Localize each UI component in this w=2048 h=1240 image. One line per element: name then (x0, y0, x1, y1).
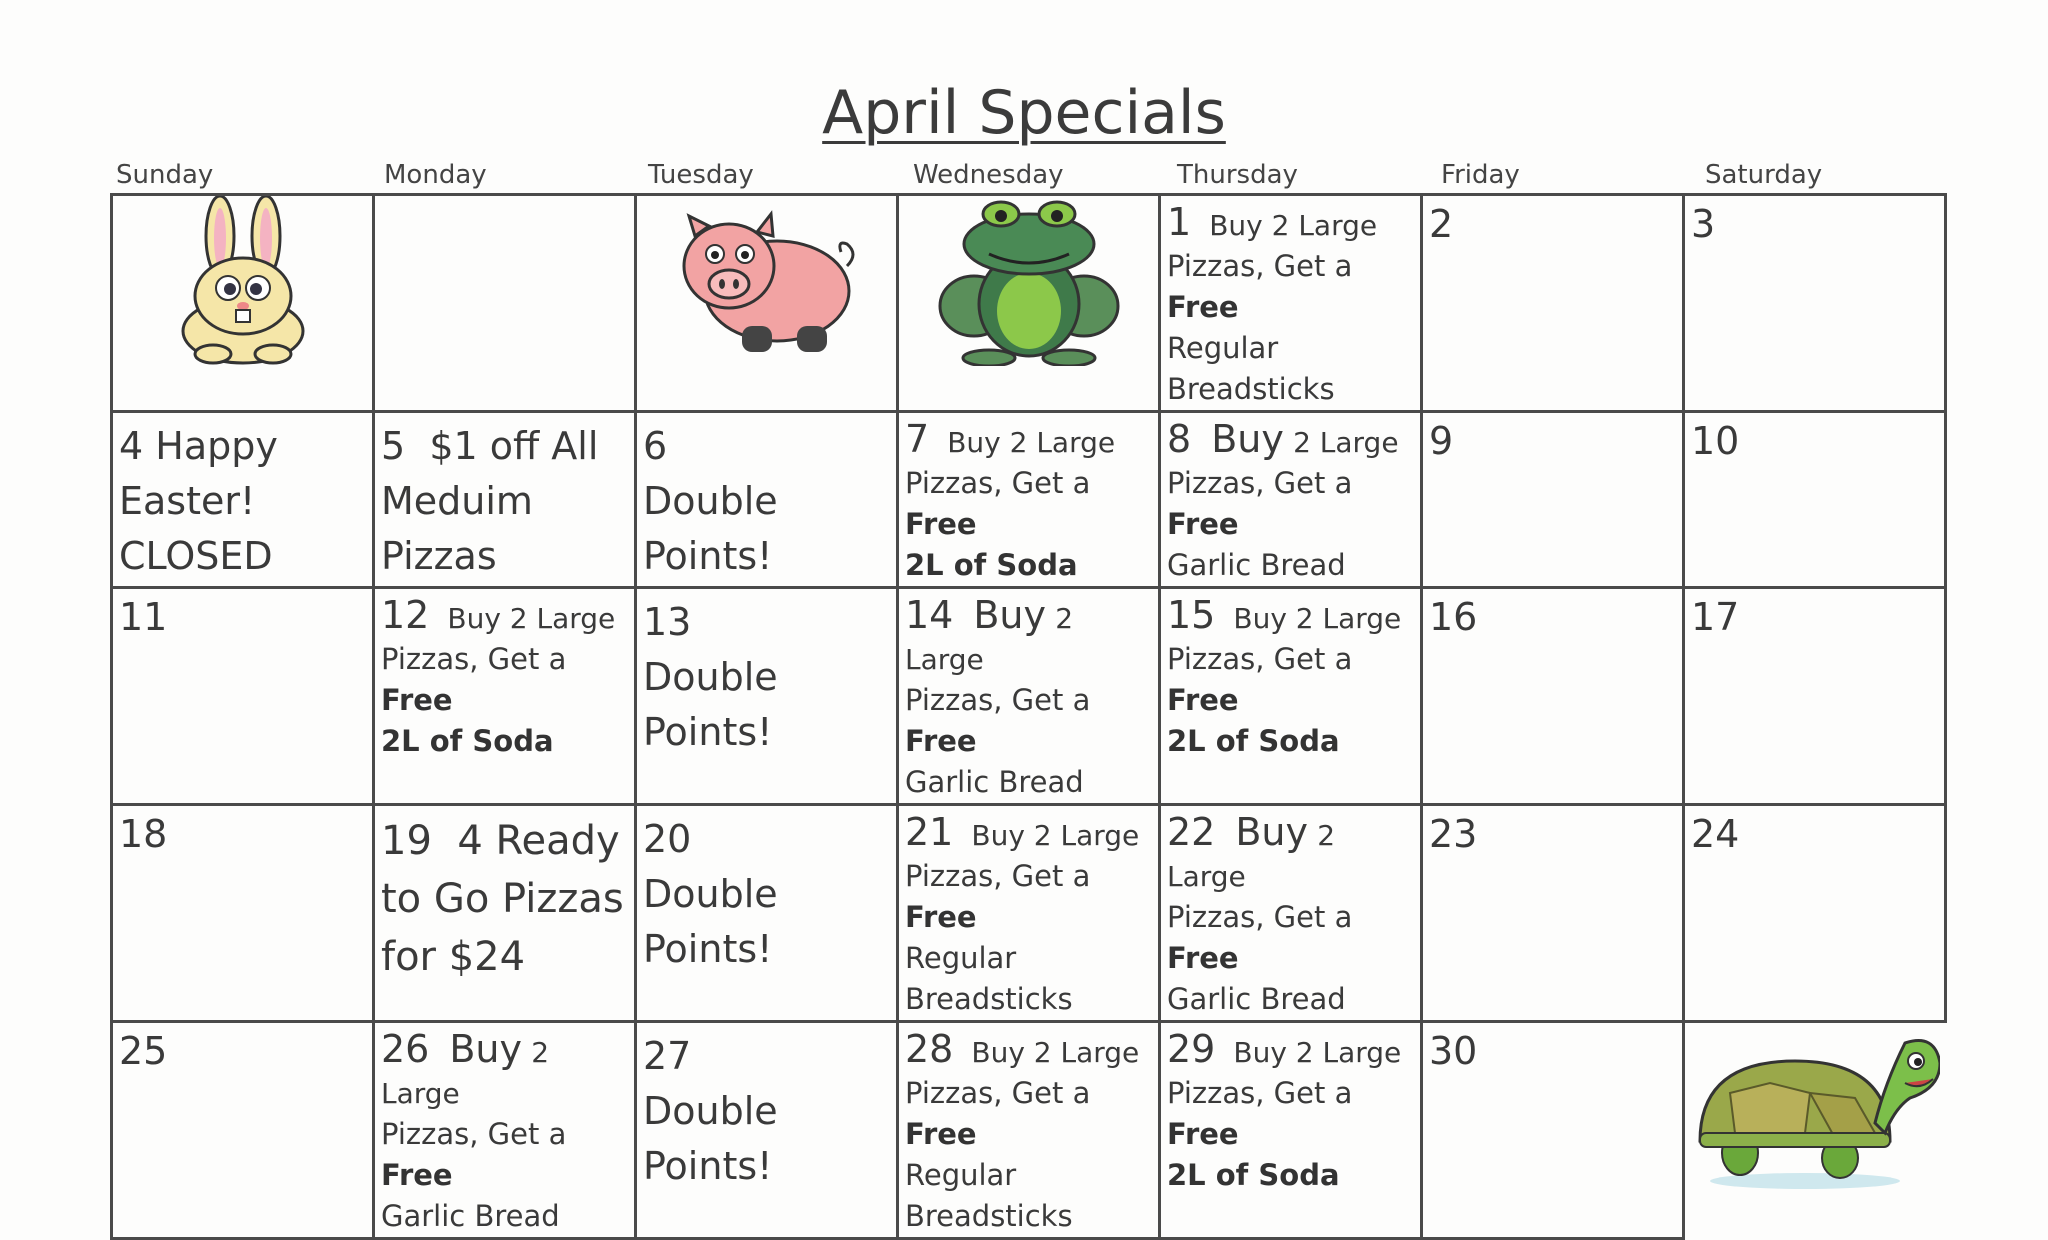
day-cell (1684, 195, 1946, 412)
day-cell (1422, 588, 1684, 805)
special-text: Double (643, 655, 778, 699)
day-number: 13 (643, 600, 692, 644)
special-text: Garlic Bread (381, 1199, 560, 1233)
day-number: 20 (643, 817, 692, 861)
special-lead: Buy (1211, 417, 1284, 461)
day-number: 2 (1429, 202, 1454, 246)
day-cell (112, 588, 374, 805)
special-text: Happy (155, 424, 278, 468)
special-free: Free (1167, 507, 1239, 541)
day-cell (636, 412, 898, 588)
special-lead: Buy (973, 593, 1047, 637)
day-cell (1684, 412, 1946, 588)
special-text: Pizzas, Get a (381, 1117, 567, 1151)
day-number: 7 (905, 417, 930, 461)
day-cell (1422, 805, 1684, 1022)
special-text: 4 Ready (457, 818, 620, 864)
weekday-sunday: Sunday (116, 160, 214, 190)
day-cell (1422, 1022, 1684, 1239)
day-number: 22 (1167, 810, 1216, 854)
week-row (112, 195, 1946, 412)
day-cell (374, 588, 636, 805)
special-text: Garlic Bread (905, 765, 1084, 799)
weekday-tuesday: Tuesday (648, 160, 754, 190)
special-lead: Buy (1235, 810, 1309, 854)
special-text: Pizzas (381, 534, 497, 578)
day-cell (112, 805, 374, 1022)
day-cell (1160, 805, 1422, 1022)
special-lead: Buy 2 Large (1209, 209, 1378, 242)
day-cell (898, 412, 1160, 588)
calendar-grid (110, 193, 1947, 1240)
special-text: Easter! (119, 479, 256, 523)
special-lead: Buy (449, 1027, 523, 1071)
special-text: Meduim (381, 479, 533, 523)
special-text: Pizzas, Get a (1167, 249, 1353, 283)
day-number: 4 (119, 424, 144, 468)
week-row (112, 412, 1946, 588)
day-number: 24 (1691, 812, 1740, 856)
special-free: Free (381, 1158, 453, 1192)
page-title: April Specials (822, 78, 1226, 148)
special-item: 2L of Soda (381, 724, 554, 758)
weekday-thursday: Thursday (1177, 160, 1298, 190)
day-cell (636, 1022, 898, 1239)
day-number: 18 (119, 812, 168, 856)
special-free: Free (1167, 941, 1239, 975)
special-item: 2L of Soda (1167, 1158, 1340, 1192)
day-number: 23 (1429, 812, 1478, 856)
special-free: Free (905, 900, 977, 934)
special-text: for $24 (381, 934, 526, 980)
special-text: Points! (643, 534, 773, 578)
cell-empty-bunny (112, 195, 374, 412)
day-number: 3 (1691, 202, 1716, 246)
special-lead: Buy 2 Large (1233, 602, 1402, 635)
day-cell (112, 412, 374, 588)
day-number: 16 (1429, 595, 1478, 639)
week-row (112, 588, 1946, 805)
day-cell (1422, 412, 1684, 588)
special-lead: 2 Large (381, 1036, 550, 1110)
day-number: 12 (381, 593, 430, 637)
special-text: Garlic Bread (1167, 548, 1346, 582)
special-free: Free (1167, 683, 1239, 717)
special-text: Pizzas, Get a (1167, 466, 1353, 500)
special-lead: Buy 2 Large (447, 602, 616, 635)
special-lead: Buy 2 Large (947, 426, 1116, 459)
day-cell (1684, 805, 1946, 1022)
day-number: 5 (381, 424, 406, 468)
cell-empty-frog (898, 195, 1160, 412)
special-lead: Buy 2 Large (1233, 1036, 1402, 1069)
special-lead: 2 Large (1293, 426, 1399, 459)
day-number: 14 (905, 593, 954, 637)
day-cell (898, 588, 1160, 805)
special-text: CLOSED (119, 534, 273, 578)
special-text: Pizzas, Get a (1167, 1076, 1353, 1110)
day-number: 10 (1691, 419, 1740, 463)
day-number: 19 (381, 818, 432, 864)
special-text: Double (643, 872, 778, 916)
day-cell (1160, 412, 1422, 588)
special-free: Free (381, 683, 453, 717)
cell-empty (374, 195, 636, 412)
day-cell (374, 412, 636, 588)
weekday-monday: Monday (384, 160, 487, 190)
day-number: 6 (643, 424, 668, 468)
special-lead: 2 Large (1167, 819, 1336, 893)
day-number: 15 (1167, 593, 1216, 637)
special-free: Free (1167, 290, 1239, 324)
day-cell (898, 1022, 1160, 1239)
special-text: Breadsticks (905, 982, 1073, 1016)
special-free: Free (905, 1117, 977, 1151)
day-number: 25 (119, 1029, 168, 1073)
special-text: Points! (643, 1144, 773, 1188)
special-text: Points! (643, 927, 773, 971)
day-cell (636, 588, 898, 805)
bunny-icon (113, 196, 372, 410)
special-lead: Buy 2 Large (971, 1036, 1140, 1069)
day-cell (374, 1022, 636, 1239)
day-number: 21 (905, 810, 954, 854)
day-number: 30 (1429, 1029, 1478, 1073)
special-lead: 2 Large (905, 602, 1074, 676)
pig-icon (637, 196, 896, 410)
special-free: Free (905, 724, 977, 758)
special-text: Pizzas, Get a (905, 859, 1091, 893)
week-row (112, 1022, 1946, 1239)
day-number: 28 (905, 1027, 954, 1071)
day-number: 9 (1429, 419, 1454, 463)
day-cell (1422, 195, 1684, 412)
day-number: 11 (119, 595, 168, 639)
special-text: $1 off All (429, 424, 599, 468)
day-cell (112, 1022, 374, 1239)
special-text: Double (643, 479, 778, 523)
day-cell (1160, 588, 1422, 805)
special-text: Breadsticks (905, 1199, 1073, 1233)
week-row (112, 805, 1946, 1022)
day-cell (1684, 588, 1946, 805)
special-text: to Go Pizzas (381, 876, 624, 922)
special-item: 2L of Soda (905, 548, 1078, 582)
special-text: Points! (643, 710, 773, 754)
special-item: 2L of Soda (1167, 724, 1340, 758)
special-text: Pizzas, Get a (1167, 642, 1353, 676)
day-number: 26 (381, 1027, 430, 1071)
special-text: Pizzas, Get a (905, 466, 1091, 500)
cell-empty-turtle (1684, 1022, 1946, 1239)
day-number: 17 (1691, 595, 1740, 639)
turtle-icon (1685, 1023, 1946, 1239)
day-number: 29 (1167, 1027, 1216, 1071)
weekday-wednesday: Wednesday (913, 160, 1064, 190)
special-free: Free (1167, 1117, 1239, 1151)
special-text: Regular (1167, 331, 1279, 365)
cell-empty-pig (636, 195, 898, 412)
special-text: Breadsticks (1167, 372, 1335, 406)
special-text: Double (643, 1089, 778, 1133)
special-text: Pizzas, Get a (905, 683, 1091, 717)
special-text: Pizzas, Get a (1167, 900, 1353, 934)
frog-icon (899, 196, 1158, 410)
special-text: Regular (905, 1158, 1017, 1192)
special-text: Pizzas, Get a (905, 1076, 1091, 1110)
special-free: Free (905, 507, 977, 541)
special-text: Pizzas, Get a (381, 642, 567, 676)
day-cell (636, 805, 898, 1022)
special-text: Regular (905, 941, 1017, 975)
special-text: Garlic Bread (1167, 982, 1346, 1016)
day-cell (1160, 195, 1422, 412)
special-lead: Buy 2 Large (971, 819, 1140, 852)
day-cell (898, 805, 1160, 1022)
weekday-saturday: Saturday (1705, 160, 1823, 190)
day-cell (1160, 1022, 1422, 1239)
day-number: 8 (1167, 417, 1192, 461)
weekday-friday: Friday (1441, 160, 1520, 190)
day-number: 27 (643, 1034, 692, 1078)
day-cell (374, 805, 636, 1022)
day-number: 1 (1167, 200, 1192, 244)
